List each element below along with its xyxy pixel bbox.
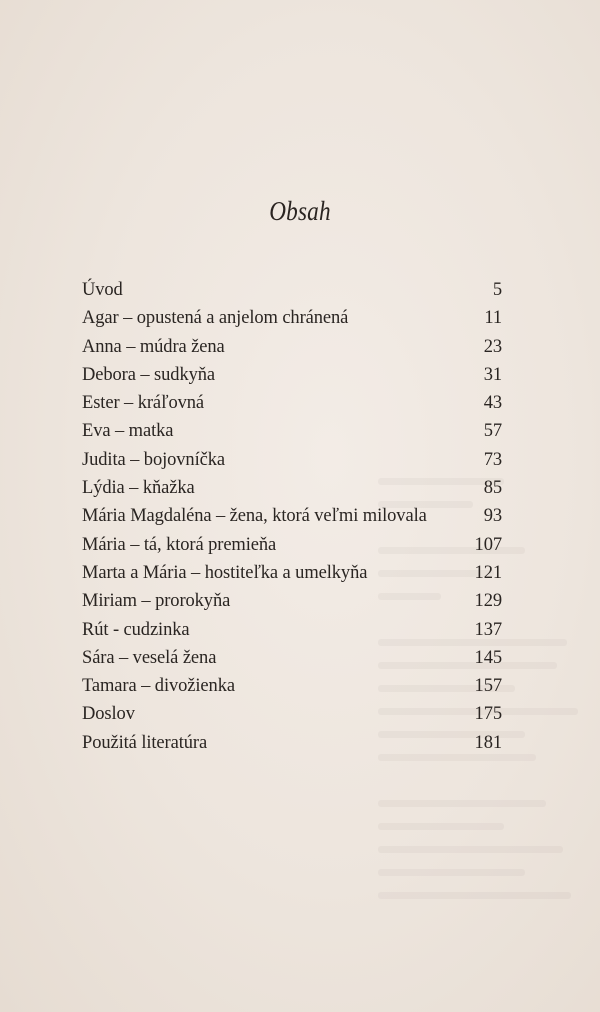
toc-entry-title: Rút - cudzinka [82, 619, 190, 640]
toc-entry-page-number: 23 [483, 336, 502, 357]
toc-entry-title: Judita – bojovníčka [82, 449, 225, 470]
toc-entry [82, 276, 502, 304]
toc-entry [82, 333, 502, 361]
toc-entry [82, 446, 502, 474]
toc-entry [82, 361, 502, 389]
toc-entry [82, 644, 502, 672]
toc-entry [82, 389, 502, 417]
toc-entry-title: Ester – kráľovná [82, 393, 205, 414]
toc-entry [82, 417, 502, 445]
page-title: Obsah [269, 196, 331, 226]
table-of-contents [82, 276, 502, 757]
toc-entry [82, 531, 502, 559]
toc-entry-title: Marta a Mária – hostiteľka a umelkyňa [82, 562, 368, 583]
toc-entry-title: Mária – tá, ktorá premieňa [82, 534, 277, 555]
toc-entry-page-number: 85 [483, 478, 502, 499]
toc-entry-title: Eva – matka [82, 421, 174, 442]
toc-entry [82, 672, 502, 700]
toc-entry-page-number: 137 [474, 619, 502, 640]
toc-entry-page-number: 5 [492, 280, 502, 300]
toc-entry [82, 502, 502, 530]
toc-entry-page-number: 31 [483, 364, 502, 385]
toc-entry [82, 587, 502, 615]
toc-entry-page-number: 181 [474, 732, 502, 753]
toc-entry-page-number: 73 [483, 449, 502, 470]
toc-entry-title: Debora – sudkyňa [82, 364, 216, 385]
toc-entry-page-number: 93 [483, 506, 502, 527]
toc-entry [82, 474, 502, 502]
toc-entry-title: Tamara – divožienka [82, 676, 235, 697]
toc-entry-title: Použitá literatúra [82, 732, 208, 753]
toc-entry [82, 700, 502, 728]
toc-entry [82, 304, 502, 332]
toc-entry-page-number: 145 [474, 647, 502, 668]
toc-entry-page-number: 157 [474, 676, 502, 697]
toc-entry-page-number: 57 [483, 421, 502, 442]
toc-entry [82, 616, 502, 644]
toc-entry [82, 559, 502, 587]
toc-entry-page-number: 129 [474, 591, 502, 612]
toc-entry-title: Úvod [82, 280, 123, 300]
toc-entry-page-number: 11 [484, 308, 502, 329]
toc-entry-page-number: 121 [474, 562, 502, 583]
toc-entry-title: Agar – opustená a anjelom chránená [82, 308, 349, 329]
toc-entry-title: Anna – múdra žena [82, 336, 225, 357]
toc-entry-title: Miriam – prorokyňa [82, 591, 231, 612]
toc-entry-title: Doslov [82, 704, 135, 725]
toc-entry-page-number: 43 [483, 393, 502, 414]
toc-entry-page-number: 107 [474, 534, 502, 555]
toc-entry-title: Lýdia – kňažka [82, 478, 195, 499]
toc-entry-title: Sára – veselá žena [82, 647, 217, 668]
toc-entry-title: Mária Magdaléna – žena, ktorá veľmi milovala [82, 506, 427, 527]
toc-entry-page-number: 175 [474, 704, 502, 725]
toc-entry [82, 729, 502, 757]
